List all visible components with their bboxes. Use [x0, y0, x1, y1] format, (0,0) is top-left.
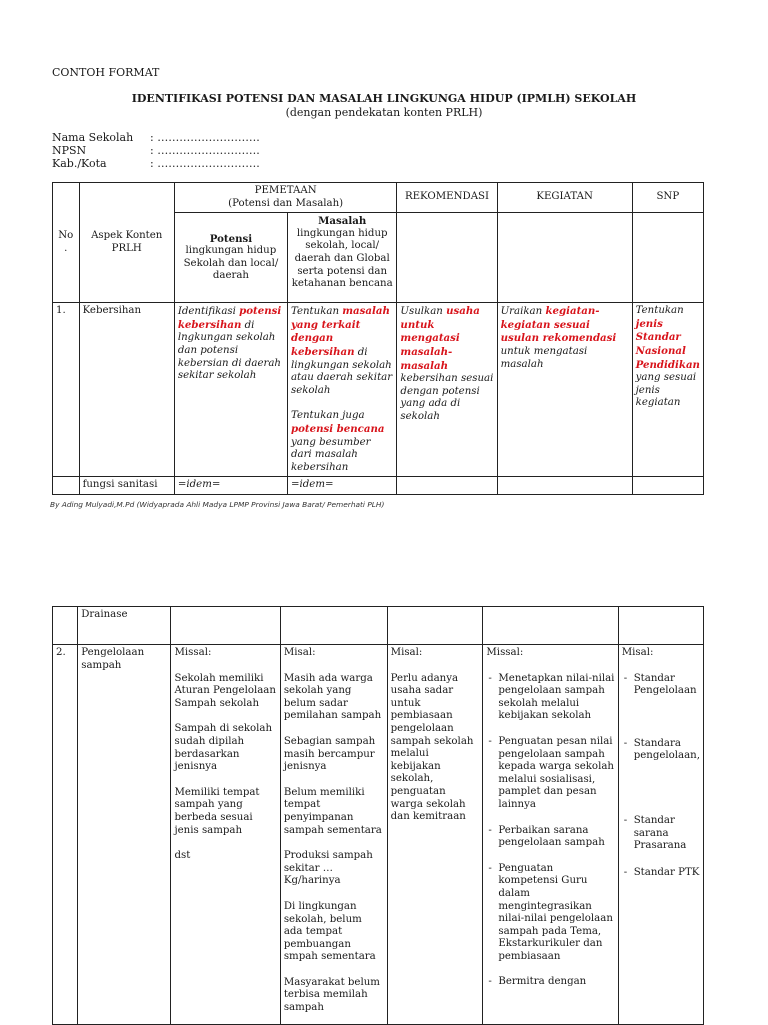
- potensi-text-c: di lngkungan sekolah dan potensi kebersian di daerah sekitar sekolah: [177, 319, 281, 382]
- npsn-label: NPSN: [52, 144, 87, 157]
- document-subtitle: (dengan pendekatan konten PRLH): [285, 106, 483, 119]
- masalah-item: Masih ada warga sekolah yang belum sadar pemilahan sampah: [283, 672, 382, 722]
- potensi-item: dst: [174, 850, 191, 862]
- empty-cell: [632, 477, 703, 495]
- empty-cell: [497, 213, 632, 303]
- potensi-highlight: potensi kebersihan: [177, 305, 282, 331]
- cell-rekomendasi: [397, 303, 497, 477]
- potensi-item: Sampah di sekolah sudah dipilah berdasarkan jenisnya: [174, 723, 273, 773]
- header-potensi: [174, 213, 287, 303]
- header-pemetaan-title: PEMETAAN: [254, 185, 317, 196]
- potensi-item: Sekolah memiliki Aturan Pengelolaan Sampah sekolah: [174, 672, 276, 709]
- masalah-text-c: di lingkungan sekolah atau daerah sekitar sekolah: [290, 346, 393, 396]
- cell-potensi-idem: =idem=: [174, 477, 287, 495]
- school-name-label: Nama Sekolah: [52, 131, 134, 144]
- empty-cell: [53, 477, 80, 495]
- masalah-text-f: yang besumber dari masalah kebersihan: [290, 436, 371, 473]
- row-aspek-drainase: Drainase: [78, 607, 171, 645]
- empty-cell: [632, 213, 703, 303]
- rekomendasi-item: Perlu adanya usaha sadar untuk pembiasaan pengelolaan sampah sekolah melalui kebijakan sekolah, penguatan warga sekolah dan kemitraan: [390, 672, 474, 823]
- snp-item: - Standara pengelolaan,: [622, 738, 700, 763]
- rek-highlight: usaha untuk mengatasi masalah-masalah: [400, 305, 480, 372]
- row-aspek-sampah: Pengelolaan sampah: [78, 645, 171, 1025]
- empty-cell: [280, 607, 387, 645]
- header-pemetaan-sub: (Potensi dan Masalah): [228, 197, 344, 209]
- masalah-item: Belum memiliki tempat penyimpanan sampah sementara: [283, 786, 382, 836]
- potensi-item: Missal:: [174, 647, 212, 658]
- masalah-desc: lingkungan hidup sekolah, local/ daerah dan Global serta potensi dan ketahanan bencana: [291, 227, 393, 290]
- snp-text-c: yang sesuai jenis kegiatan: [635, 372, 697, 409]
- snp-list: [622, 673, 700, 880]
- masalah-title: Masalah: [318, 215, 367, 228]
- snp-highlight: jenis Standar Nasional Pendidikan: [635, 317, 700, 371]
- rekomendasi-item: Misal:: [390, 647, 423, 658]
- empty-cell: [53, 607, 78, 645]
- city-value: : ……………………….: [150, 157, 260, 170]
- kegiatan-item: - Perbaikan sarana pengelolaan sampah: [486, 825, 614, 850]
- snp-item: - Standar sarana Prasarana: [622, 815, 700, 853]
- empty-cell: [397, 213, 497, 303]
- masalah-item: Sebagian sampah masih bercampur jenisnya: [283, 735, 376, 773]
- cell-potensi-sampah: [171, 645, 280, 1025]
- masalah-item: Masyarakat belum terbisa memilah sampah: [283, 976, 380, 1014]
- header-aspek: Aspek Konten PRLH: [79, 183, 174, 303]
- school-name-value: : ……………………….: [150, 131, 260, 144]
- masalah-item: Di lingkungan sekolah, belum ada tempat pembuangan smpah sementara: [283, 900, 376, 963]
- city-label: Kab./Kota: [52, 157, 107, 170]
- rek-text-a: Usulkan: [400, 306, 443, 318]
- cell-potensi: [174, 303, 287, 477]
- header-kegiatan: KEGIATAN: [497, 183, 632, 213]
- bencana-highlight: potensi bencana: [290, 422, 385, 435]
- cell-snp-sampah: [618, 645, 703, 1025]
- masalah-text-a: Tentukan: [290, 306, 340, 318]
- masalah-text-d: Tentukan juga: [290, 410, 365, 422]
- empty-cell: [483, 607, 618, 645]
- header-pemetaan: [174, 183, 397, 213]
- header-no: No .: [53, 183, 80, 303]
- snp-label: Misal:: [621, 647, 654, 658]
- potensi-desc: lingkungan hidup Sekolah dan local/ daerah: [183, 245, 279, 282]
- masalah-item: Produksi sampah sekitar … Kg/harinya: [283, 850, 373, 887]
- row-aspek-sanitasi: fungsi sanitasi: [79, 477, 174, 495]
- kegiatan-list: [486, 673, 614, 989]
- document-footer: By Ading Mulyadi,M.Pd (Widyaprada Ahli Madya LPMP Provinsi Jawa Barat/ Pemerhati PLH): [50, 500, 385, 509]
- empty-cell: [397, 477, 497, 495]
- header-snp: SNP: [632, 183, 703, 213]
- keg-text-c: untuk mengatasi masalah: [500, 345, 588, 370]
- format-label: CONTOH FORMAT: [52, 66, 160, 79]
- keg-highlight: kegiatan-kegiatan sesuai usulan rekomendasi: [500, 305, 617, 345]
- cell-snp: [632, 303, 703, 477]
- empty-cell: [387, 607, 483, 645]
- row-number: 1.: [53, 303, 80, 477]
- snp-item: - Standar PTK: [622, 867, 700, 880]
- kegiatan-item: - Penguatan kompetensi Guru dalam mengintegrasikan nilai-nilai pengelolaan sampah pada Tema, Ekstarkurikuler dan pembiasaan: [486, 863, 614, 964]
- empty-cell: [171, 607, 280, 645]
- potensi-title: Potensi: [209, 232, 253, 245]
- potensi-text-a: Identifikasi: [177, 306, 236, 318]
- npsn-value: : ……………………….: [150, 144, 260, 157]
- masalah-highlight: masalah yang terkait dengan kebersihan: [290, 305, 390, 358]
- rek-text-c: kebersihan sesuai dengan potensi yang ada di sekolah: [400, 373, 494, 422]
- cell-rekomendasi-sampah: [387, 645, 483, 1025]
- empty-cell: [497, 477, 632, 495]
- snp-item: - Standar Pengelolaan: [622, 673, 700, 698]
- ipmlh-table-page2: [52, 606, 704, 1025]
- keg-text-a: Uraikan: [500, 306, 543, 318]
- snp-text-a: Tentukan: [635, 305, 684, 317]
- kegiatan-item: - Menetapkan nilai-nilai pengelolaan sampah sekolah melalui kebijakan sekolah: [486, 673, 614, 723]
- cell-masalah-idem: =idem=: [287, 477, 396, 495]
- cell-masalah: [287, 303, 396, 477]
- header-rekomendasi: REKOMENDASI: [397, 183, 497, 213]
- header-masalah: [287, 213, 396, 303]
- cell-kegiatan: [497, 303, 632, 477]
- ipmlh-table-page1: [52, 182, 704, 495]
- document-title: IDENTIFIKASI POTENSI DAN MASALAH LINGKUNGA HIDUP (IPMLH) SEKOLAH: [131, 92, 637, 105]
- cell-masalah-sampah: [280, 645, 387, 1025]
- row-aspek: Kebersihan: [79, 303, 174, 477]
- kegiatan-item: - Bermitra dengan: [486, 976, 614, 989]
- empty-cell: [618, 607, 703, 645]
- masalah-item: Misal:: [283, 647, 316, 658]
- row-number: 2.: [53, 645, 78, 1025]
- cell-kegiatan-sampah: [483, 645, 618, 1025]
- potensi-item: Memiliki tempat sampah yang berbeda sesuai jenis sampah: [174, 786, 260, 836]
- kegiatan-label: Missal:: [486, 647, 524, 658]
- kegiatan-item: - Penguatan pesan nilai pengelolaan sampah kepada warga sekolah melalui sosialisasi, pamplet dan pesan lainnya: [486, 736, 614, 812]
